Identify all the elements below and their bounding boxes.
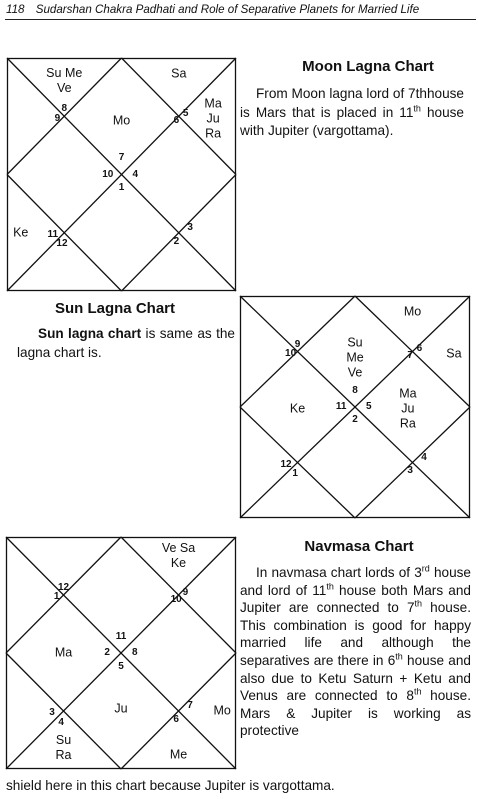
house-planets: Su Ra bbox=[55, 733, 72, 763]
chart-frame bbox=[6, 537, 236, 769]
house-number: 4 bbox=[421, 452, 427, 464]
house-number: 2 bbox=[173, 236, 180, 248]
chart-frame bbox=[7, 58, 236, 291]
house-planets: Su Me Ve bbox=[46, 66, 83, 96]
house-number: 5 bbox=[118, 660, 124, 672]
navmasa-sup-1: rd bbox=[421, 563, 430, 574]
house-number: 6 bbox=[173, 714, 179, 726]
house-number: 1 bbox=[292, 467, 298, 479]
sun-lagna-chart bbox=[240, 296, 470, 518]
sun-text: is same as the lagna chart is. bbox=[17, 326, 235, 360]
house-number: 9 bbox=[182, 586, 189, 598]
house-planets: Mo bbox=[112, 113, 131, 128]
house-planets: Ke bbox=[13, 225, 29, 240]
navmasa-closing-line bbox=[6, 777, 472, 796]
house-planets: Ma Ju Ra bbox=[204, 96, 222, 141]
house-number: 11 bbox=[335, 401, 347, 412]
house-number: 8 bbox=[352, 385, 358, 397]
house-number: 5 bbox=[182, 107, 189, 119]
house-number: 4 bbox=[132, 168, 139, 180]
navmasa-chart-heading: Navmasa Chart bbox=[304, 538, 414, 555]
navmasa-chart-paragraph bbox=[240, 564, 471, 740]
running-header bbox=[6, 3, 476, 16]
navmasa-text-6: house. Mars & Jupiter is working as protective bbox=[240, 688, 472, 739]
sun-bold-text: Sun lagna chart bbox=[38, 326, 142, 341]
house-number: 7 bbox=[118, 152, 125, 164]
house-number: 12 bbox=[56, 238, 68, 250]
navmasa-sup-5: th bbox=[413, 686, 422, 697]
moon-lagna-chart bbox=[7, 58, 236, 291]
house-number: 7 bbox=[187, 700, 193, 712]
house-number: 8 bbox=[132, 647, 138, 658]
house-number: 3 bbox=[187, 222, 193, 234]
moon-sup-1: th bbox=[413, 102, 421, 113]
house-number: 10 bbox=[102, 168, 114, 180]
sun-chart-paragraph bbox=[17, 325, 235, 362]
house-number: 7 bbox=[407, 349, 413, 361]
moon-chart-paragraph bbox=[240, 85, 464, 141]
house-number: 3 bbox=[49, 707, 55, 719]
navmasa-text-3: house both Mars and Jupiter are connected to 7 bbox=[240, 582, 471, 616]
house-planets: Ve Sa Ke bbox=[161, 540, 196, 570]
running-title: Sudarshan Chakra Padhati and Role of Separative Planets for Married Life bbox=[35, 3, 420, 16]
navmasa-sup-3: th bbox=[414, 598, 423, 609]
house-planets: Su Me Ve bbox=[346, 335, 364, 380]
navmasa-text-5: house and also due to Ketu Saturn + Ketu and Venus are connected to 8 bbox=[240, 652, 471, 704]
sun-chart-heading: Sun Lagna Chart bbox=[54, 300, 175, 317]
navmasa-text-1: In navmasa chart lords of 3 bbox=[256, 565, 422, 580]
navmasa-sup-2: th bbox=[326, 581, 334, 592]
house-number: 8 bbox=[61, 103, 68, 115]
house-number: 4 bbox=[58, 716, 64, 728]
house-number: 11 bbox=[47, 229, 59, 241]
house-planets: Ma bbox=[54, 645, 73, 660]
moon-text-1: From Moon lagna lord of 7thhouse is Mars that is placed in 11 bbox=[240, 86, 464, 120]
moon-chart-heading: Moon Lagna Chart bbox=[302, 58, 434, 75]
house-planets: Sa bbox=[446, 346, 462, 361]
house-planets: Ma Ju Ra bbox=[399, 386, 417, 431]
house-planets: Mo bbox=[213, 703, 231, 718]
header-rule bbox=[5, 19, 476, 20]
house-number: 10 bbox=[170, 593, 182, 605]
house-number: 9 bbox=[294, 338, 301, 350]
house-number: 2 bbox=[352, 414, 358, 426]
house-number: 5 bbox=[366, 401, 372, 412]
navmasa-chart bbox=[6, 537, 236, 769]
house-number: 3 bbox=[407, 465, 413, 477]
house-planets: Me bbox=[169, 747, 188, 762]
house-planets: Mo bbox=[403, 304, 422, 319]
house-number: 1 bbox=[53, 591, 60, 603]
navmasa-text-7: shield here in this chart because Jupiter is vargottama. bbox=[6, 778, 335, 793]
moon-text-2: house with Jupiter (vargottama). bbox=[240, 104, 464, 138]
house-number: 6 bbox=[173, 114, 180, 126]
house-number: 12 bbox=[280, 458, 292, 470]
navmasa-sup-4: th bbox=[395, 651, 403, 662]
house-planets: Ju bbox=[114, 701, 128, 716]
chart-frame bbox=[240, 296, 470, 518]
house-number: 9 bbox=[54, 112, 61, 124]
house-planets: Sa bbox=[171, 66, 187, 81]
navmasa-text-4: house. This combination is good for happy married life and although the separatives are there in 6 bbox=[240, 600, 471, 668]
house-number: 11 bbox=[115, 630, 127, 642]
house-number: 12 bbox=[57, 582, 70, 594]
house-number: 6 bbox=[416, 343, 423, 355]
house-planets: Ke bbox=[289, 401, 306, 416]
house-number: 2 bbox=[104, 647, 110, 658]
house-number: 1 bbox=[118, 182, 125, 194]
house-number: 10 bbox=[285, 347, 297, 359]
navmasa-text-2: house and lord of 11 bbox=[240, 565, 471, 598]
page-number: 118 bbox=[6, 3, 25, 16]
